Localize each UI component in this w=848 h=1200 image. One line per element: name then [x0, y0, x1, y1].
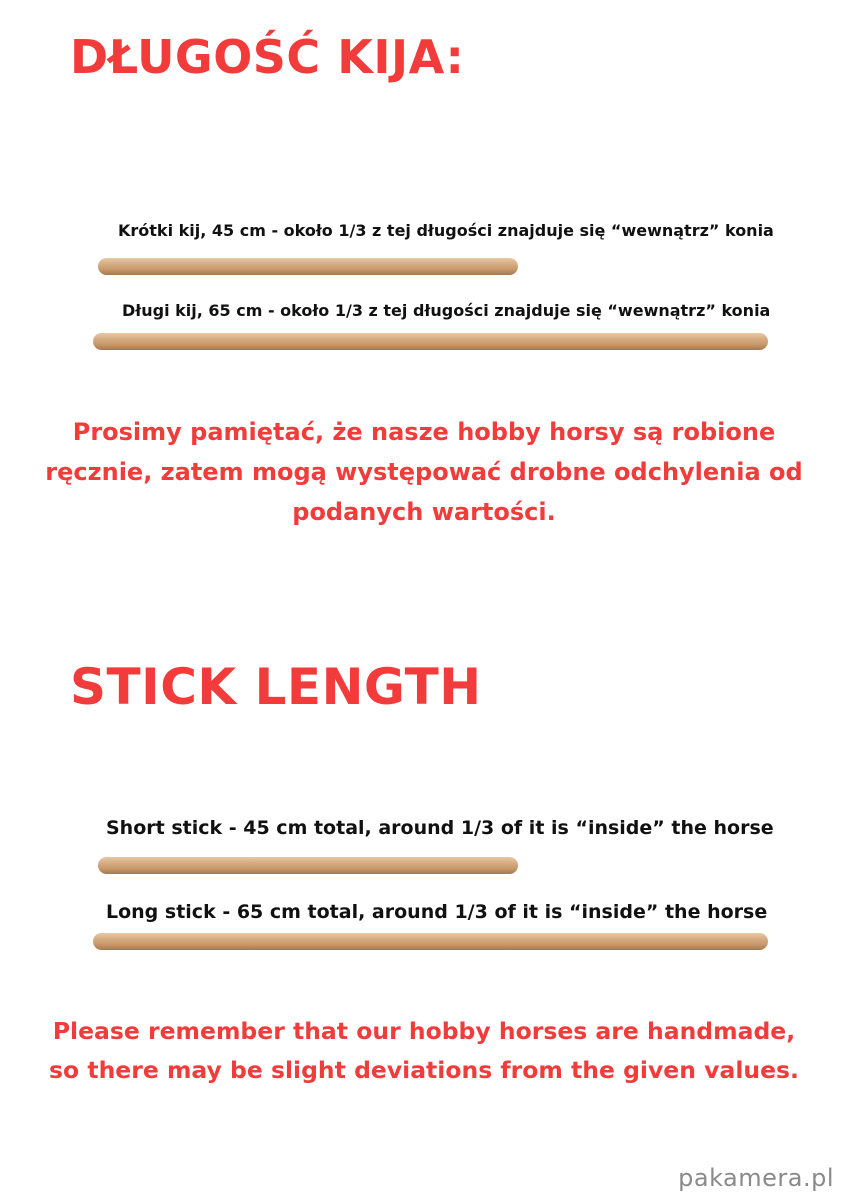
long-stick-image: [93, 333, 768, 350]
polish-short-stick-label: Krótki kij, 45 cm - około 1/3 z tej długości znajduje się “wewnątrz” konia: [118, 221, 774, 240]
english-note-line-2: so there may be slight deviations from the given values.: [49, 1056, 799, 1084]
short-stick-image: [98, 258, 518, 275]
english-long-stick-label: Long stick - 65 cm total, around 1/3 of it is “inside” the horse: [106, 901, 768, 923]
polish-handmade-note: Prosimy pamiętać, że nasze hobby horsy są robione ręcznie, zatem mogą występować drobne odchylenia od podanych wartości.: [45, 418, 803, 526]
polish-heading: DŁUGOŚĆ KIJA:: [70, 30, 465, 84]
pakamera-watermark: pakamera.pl: [678, 1164, 834, 1192]
english-heading: STICK LENGTH: [70, 658, 482, 716]
long-stick-image: [93, 933, 768, 950]
english-note-line-1: Please remember that our hobby horses are handmade,: [52, 1017, 796, 1045]
english-short-stick-label: Short stick - 45 cm total, around 1/3 of it is “inside” the horse: [106, 817, 774, 839]
short-stick-image: [98, 857, 518, 874]
english-handmade-note: [20, 1012, 828, 1090]
polish-long-stick-label: Długi kij, 65 cm - około 1/3 z tej długości znajduje się “wewnątrz” konia: [122, 301, 771, 320]
